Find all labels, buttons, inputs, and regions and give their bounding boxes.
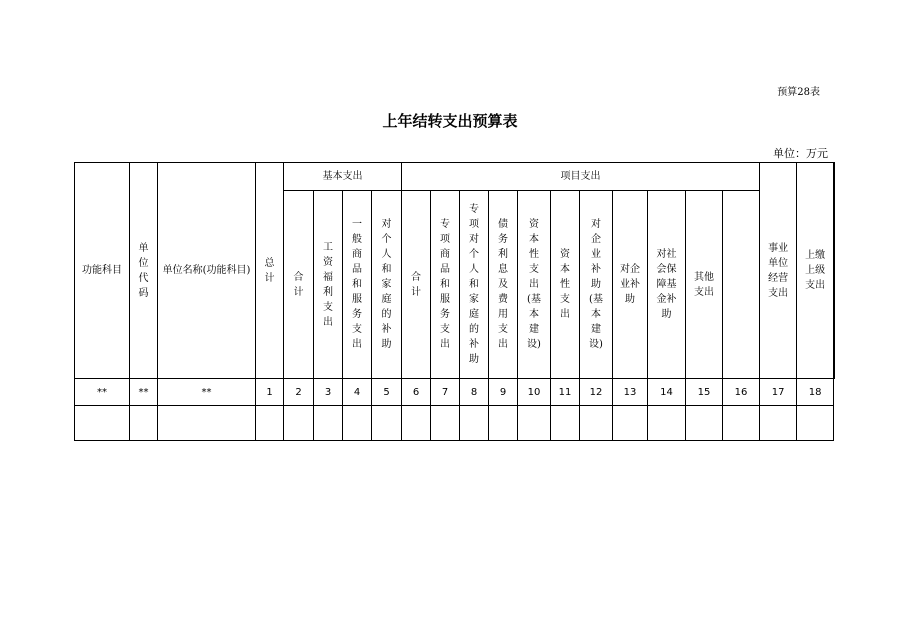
number-cell: ** [130, 379, 158, 406]
header-total: 总 计 [256, 163, 284, 379]
data-cell [648, 406, 686, 441]
number-cell: 4 [343, 379, 372, 406]
data-cell [343, 406, 372, 441]
number-cell: 2 [284, 379, 314, 406]
data-cell [613, 406, 648, 441]
number-cell: 3 [314, 379, 343, 406]
data-cell [797, 406, 834, 441]
sub-enterprise-construction: 对 企 业 补 助 (基 本 建 设) [580, 191, 613, 379]
header-subsidy-affiliated [834, 163, 835, 379]
number-cell: 11 [551, 379, 580, 406]
sub-project-total: 合 计 [402, 191, 431, 379]
sub-capital: 资 本 性 支 出 [551, 191, 580, 379]
sub-capital-construction: 资 本 性 支 出 (基 本 建 设) [518, 191, 551, 379]
page-title: 上年结转支出预算表 [382, 112, 518, 130]
data-cell [431, 406, 460, 441]
sub-basic-total: 合 计 [284, 191, 314, 379]
sub-special-household-subsidy: 专 项 对 个 人 和 家 庭 的 补 助 [460, 191, 489, 379]
budget-table [74, 162, 835, 441]
number-cell: ** [158, 379, 256, 406]
sub-goods-services: 一 般 商 品 和 服 务 支 出 [343, 191, 372, 379]
number-cell: 17 [760, 379, 797, 406]
data-cell [75, 406, 130, 441]
header-unit-code: 单 位 代 码 [130, 163, 158, 379]
sub-special-goods-services: 专 项 商 品 和 服 务 支 出 [431, 191, 460, 379]
data-cell [460, 406, 489, 441]
data-cell [723, 406, 760, 441]
data-cell [551, 406, 580, 441]
number-cell: 16 [723, 379, 760, 406]
number-cell: 7 [431, 379, 460, 406]
data-cell [518, 406, 551, 441]
header-unit-name: 单位名称(功能科目) [158, 163, 256, 379]
unit-label: 单位：万元 [773, 147, 828, 160]
number-cell: ** [75, 379, 130, 406]
group-project-expenditure: 项目支出 [402, 163, 760, 191]
data-cell [760, 406, 797, 441]
data-cell [314, 406, 343, 441]
number-cell: 10 [518, 379, 551, 406]
header-business-operation: 事业 单位 经营 支出 [760, 163, 797, 379]
number-cell: 14 [648, 379, 686, 406]
sub-social-security-fund: 对社 会保 障基 金补 助 [648, 191, 686, 379]
number-cell: 18 [797, 379, 834, 406]
data-cell [158, 406, 256, 441]
number-cell: 1 [256, 379, 284, 406]
data-cell [686, 406, 723, 441]
data-cell [284, 406, 314, 441]
number-cell: 8 [460, 379, 489, 406]
number-cell: 15 [686, 379, 723, 406]
number-cell: 12 [580, 379, 613, 406]
number-cell: 6 [402, 379, 431, 406]
sub-debt-interest: 债 务 利 息 及 费 用 支 出 [489, 191, 518, 379]
sub-enterprise-subsidy: 对企 业补 助 [613, 191, 648, 379]
number-cell: 5 [372, 379, 402, 406]
data-cell [402, 406, 431, 441]
data-cell [256, 406, 284, 441]
number-cell: 13 [613, 379, 648, 406]
header-function-subject: 功能科目 [75, 163, 130, 379]
data-cell [489, 406, 518, 441]
sub-salary-welfare: 工 资 福 利 支 出 [314, 191, 343, 379]
data-cell [372, 406, 402, 441]
data-cell [580, 406, 613, 441]
data-cell [130, 406, 158, 441]
sub-other: 其他 支出 [686, 191, 723, 379]
number-cell: 9 [489, 379, 518, 406]
header-remit-upper: 上缴 上级 支出 [797, 163, 834, 379]
group-basic-expenditure: 基本支出 [284, 163, 402, 191]
sub-household-subsidy: 对 个 人 和 家 庭 的 补 助 [372, 191, 402, 379]
page-number: 预算28表 [777, 87, 820, 98]
